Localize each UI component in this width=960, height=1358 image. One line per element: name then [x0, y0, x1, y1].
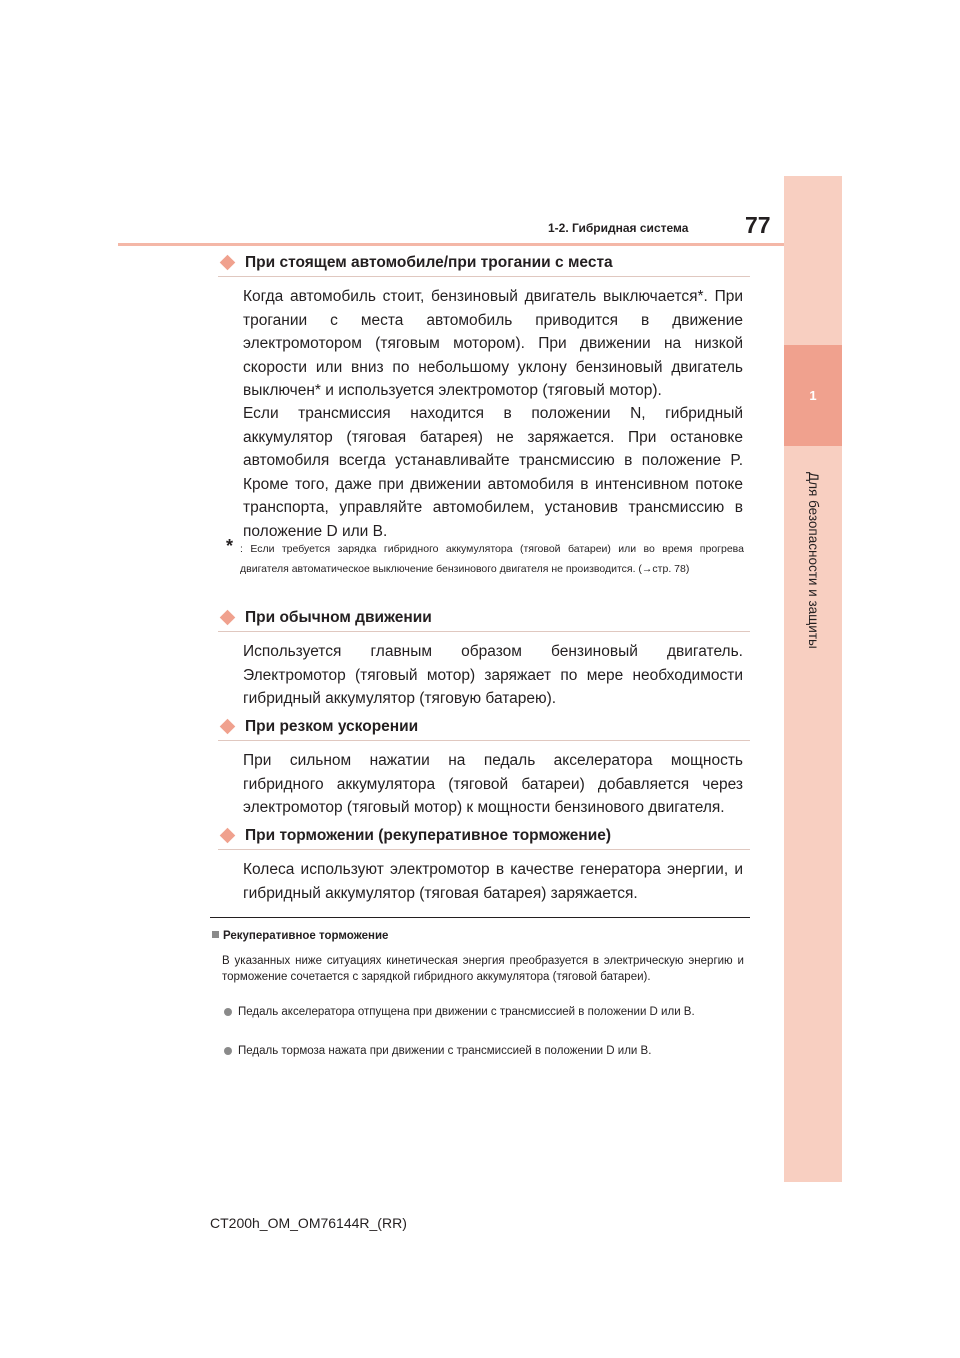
notes-heading [212, 930, 388, 942]
chapter-tab-label: Для безопасности и защиты [806, 471, 821, 649]
section-heading [218, 718, 748, 736]
list-item [224, 1004, 744, 1020]
square-bullet-icon [212, 931, 219, 938]
footnote-mark: * [226, 536, 234, 556]
chapter-number: 1 [809, 388, 817, 403]
diamond-icon [220, 719, 236, 735]
paragraph: Если трансмиссия находится в положении N, гибридный аккумулятор (тяговая батарея) не заряжается. При остановке автомобиля всегда устанавливайте трансмиссию в положение P. Кроме того, даже при движении автомобиля в интенсивном потоке транспорта, управляйте автомобилем, установив трансмиссию в положение D или B. [243, 405, 743, 540]
notes-title: Рекуперативное торможение [223, 930, 389, 942]
header-section-title: 1-2. Гибридная система [548, 221, 689, 235]
paragraph: Колеса используют электромотор в качестве генератора энергии, и гибридный аккумулятор (тяговая батарея) заряжается. [243, 861, 743, 902]
paragraph: При сильном нажатии на педаль акселератора мощность гибридного аккумулятора (тяговой батареи) добавляется через электромотор (тяговый мотор) к мощности бензинового двигателя. [243, 752, 743, 816]
chapter-tab-strip [784, 176, 842, 1182]
list-item [224, 1043, 744, 1059]
document-code: CT200h_OM_OM76144R_(RR) [210, 1215, 407, 1231]
diamond-icon [220, 828, 236, 844]
section-heading [218, 609, 748, 627]
diamond-icon [220, 610, 236, 626]
section-title: При обычном движении [245, 609, 432, 626]
section-rule [218, 740, 750, 741]
section-title: При резком ускорении [245, 718, 419, 735]
header-rule [118, 243, 784, 246]
list-item-text: Педаль акселератора отпущена при движении с трансмиссией в положении D или B. [238, 1006, 695, 1018]
section-heading [218, 254, 748, 272]
section-rule [218, 276, 750, 277]
paragraph: Используется главным образом бензиновый двигатель. Электромотор (тяговый мотор) заряжает по мере необходимости гибридный аккумулятор (тяговую батарею). [243, 643, 743, 707]
notes-body: В указанных ниже ситуациях кинетическая энергия преобразуется в электрическую энергию и торможение сочетается с зарядкой гибридного аккумулятора (тяговой батареи). [222, 955, 744, 983]
section-rule [218, 849, 750, 850]
footnote-text: : Если требуется зарядка гибридного аккумулятора (тяговой батареи) или во время прогрева двигателя автоматическое выключение бензинового двигателя не производится. (→стр. 78) [240, 543, 744, 575]
section-rule [218, 631, 750, 632]
notes-rule [210, 917, 750, 918]
list-item-text: Педаль тормоза нажата при движении с трансмиссией в положении D или B. [238, 1045, 652, 1057]
section-heading [218, 827, 748, 845]
circle-bullet-icon [224, 1008, 232, 1016]
diamond-icon [220, 255, 236, 271]
page-number: 77 [745, 212, 771, 238]
paragraph: Когда автомобиль стоит, бензиновый двигатель выключается*. При трогании с места автомобиль приводится в движение электромотором (тяговым мотором). При движении на низкой скорости или вниз по небольшому уклону бензиновый двигатель выключен* и используется электромотор (тяговый мотор). [243, 288, 743, 399]
section-title: При торможении (рекуперативное торможение) [245, 827, 612, 844]
section-title: При стоящем автомобиле/при трогании с места [245, 254, 613, 271]
footnote [226, 536, 744, 579]
circle-bullet-icon [224, 1047, 232, 1055]
